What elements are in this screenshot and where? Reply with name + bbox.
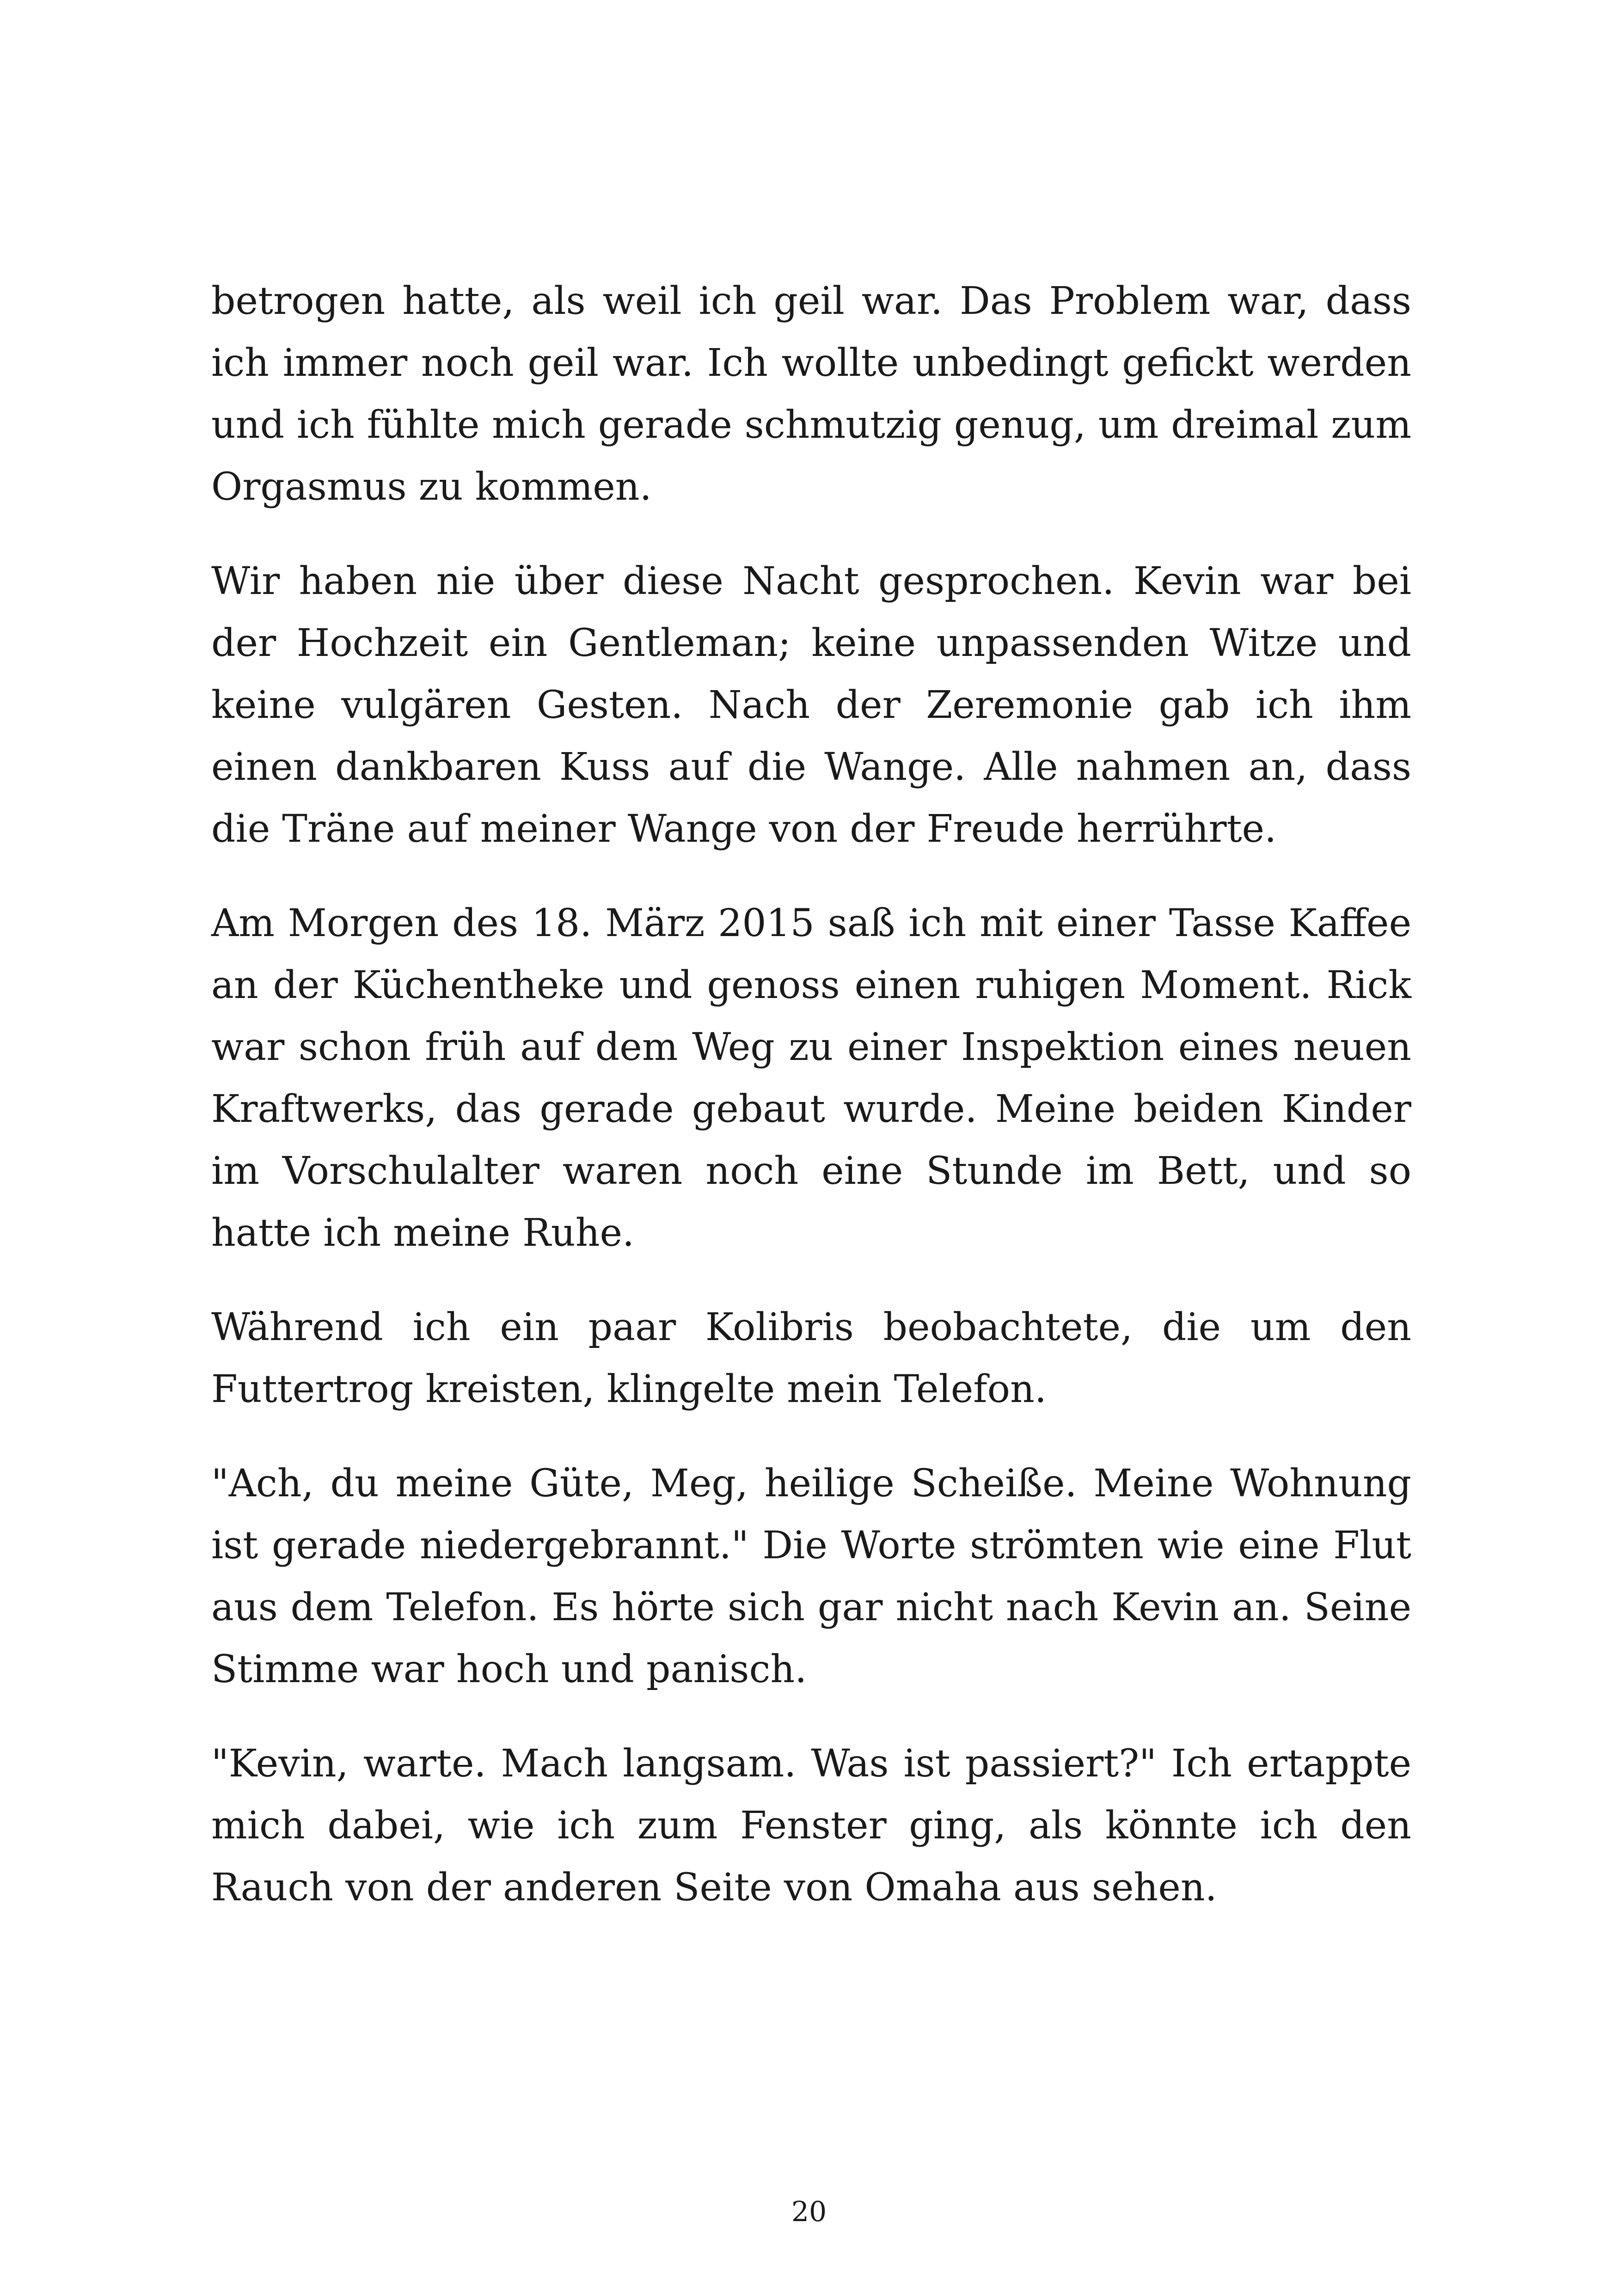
paragraph: Am Morgen des 18. März 2015 saß ich mit einer Tasse Kaffee an der Küchentheke und genoss einen ruhigen Moment. Rick war schon früh auf dem Weg zu einer Inspektion eines neuen Kraftwerks, das gerade gebaut wurde. Meine beiden Kinder im Vorschulalter waren noch eine Stunde im Bett, und so hatte ich meine Ruhe. <box>211 901 1411 1255</box>
paragraph: "Ach, du meine Güte, Meg, heilige Scheiße. Meine Wohnung ist gerade niedergebrannt." Die Worte strömten wie eine Flut aus dem Telefon. Es hörte sich gar nicht nach Kevin an. Seine Stimme war hoch und panisch. <box>211 1462 1411 1691</box>
paragraph: "Kevin, warte. Mach langsam. Was ist passiert?" Ich ertappte mich dabei, wie ich zum Fenster ging, als könnte ich den Rauch von der anderen Seite von Omaha aus sehen. <box>211 1742 1411 1910</box>
body-text <box>211 270 1411 1919</box>
paragraph: Während ich ein paar Kolibris beobachtete, die um den Futtertrog kreisten, klingelte mein Telefon. <box>211 1305 1411 1411</box>
page-number: 20 <box>791 2196 827 2228</box>
paragraph: Wir haben nie über diese Nacht gesprochen. Kevin war bei der Hochzeit ein Gentleman; keine unpassenden Witze und keine vulgären Gesten. Nach der Zeremonie gab ich ihm einen dankbaren Kuss auf die Wange. Alle nahmen an, dass die Träne auf meiner Wange von der Freude herrührte. <box>211 559 1411 851</box>
paragraph: betrogen hatte, als weil ich geil war. Das Problem war, dass ich immer noch geil war. Ich wollte unbedingt gefickt werden und ich fühlte mich gerade schmutzig genug, um dreimal zum Orgasmus zu kommen. <box>211 279 1411 509</box>
